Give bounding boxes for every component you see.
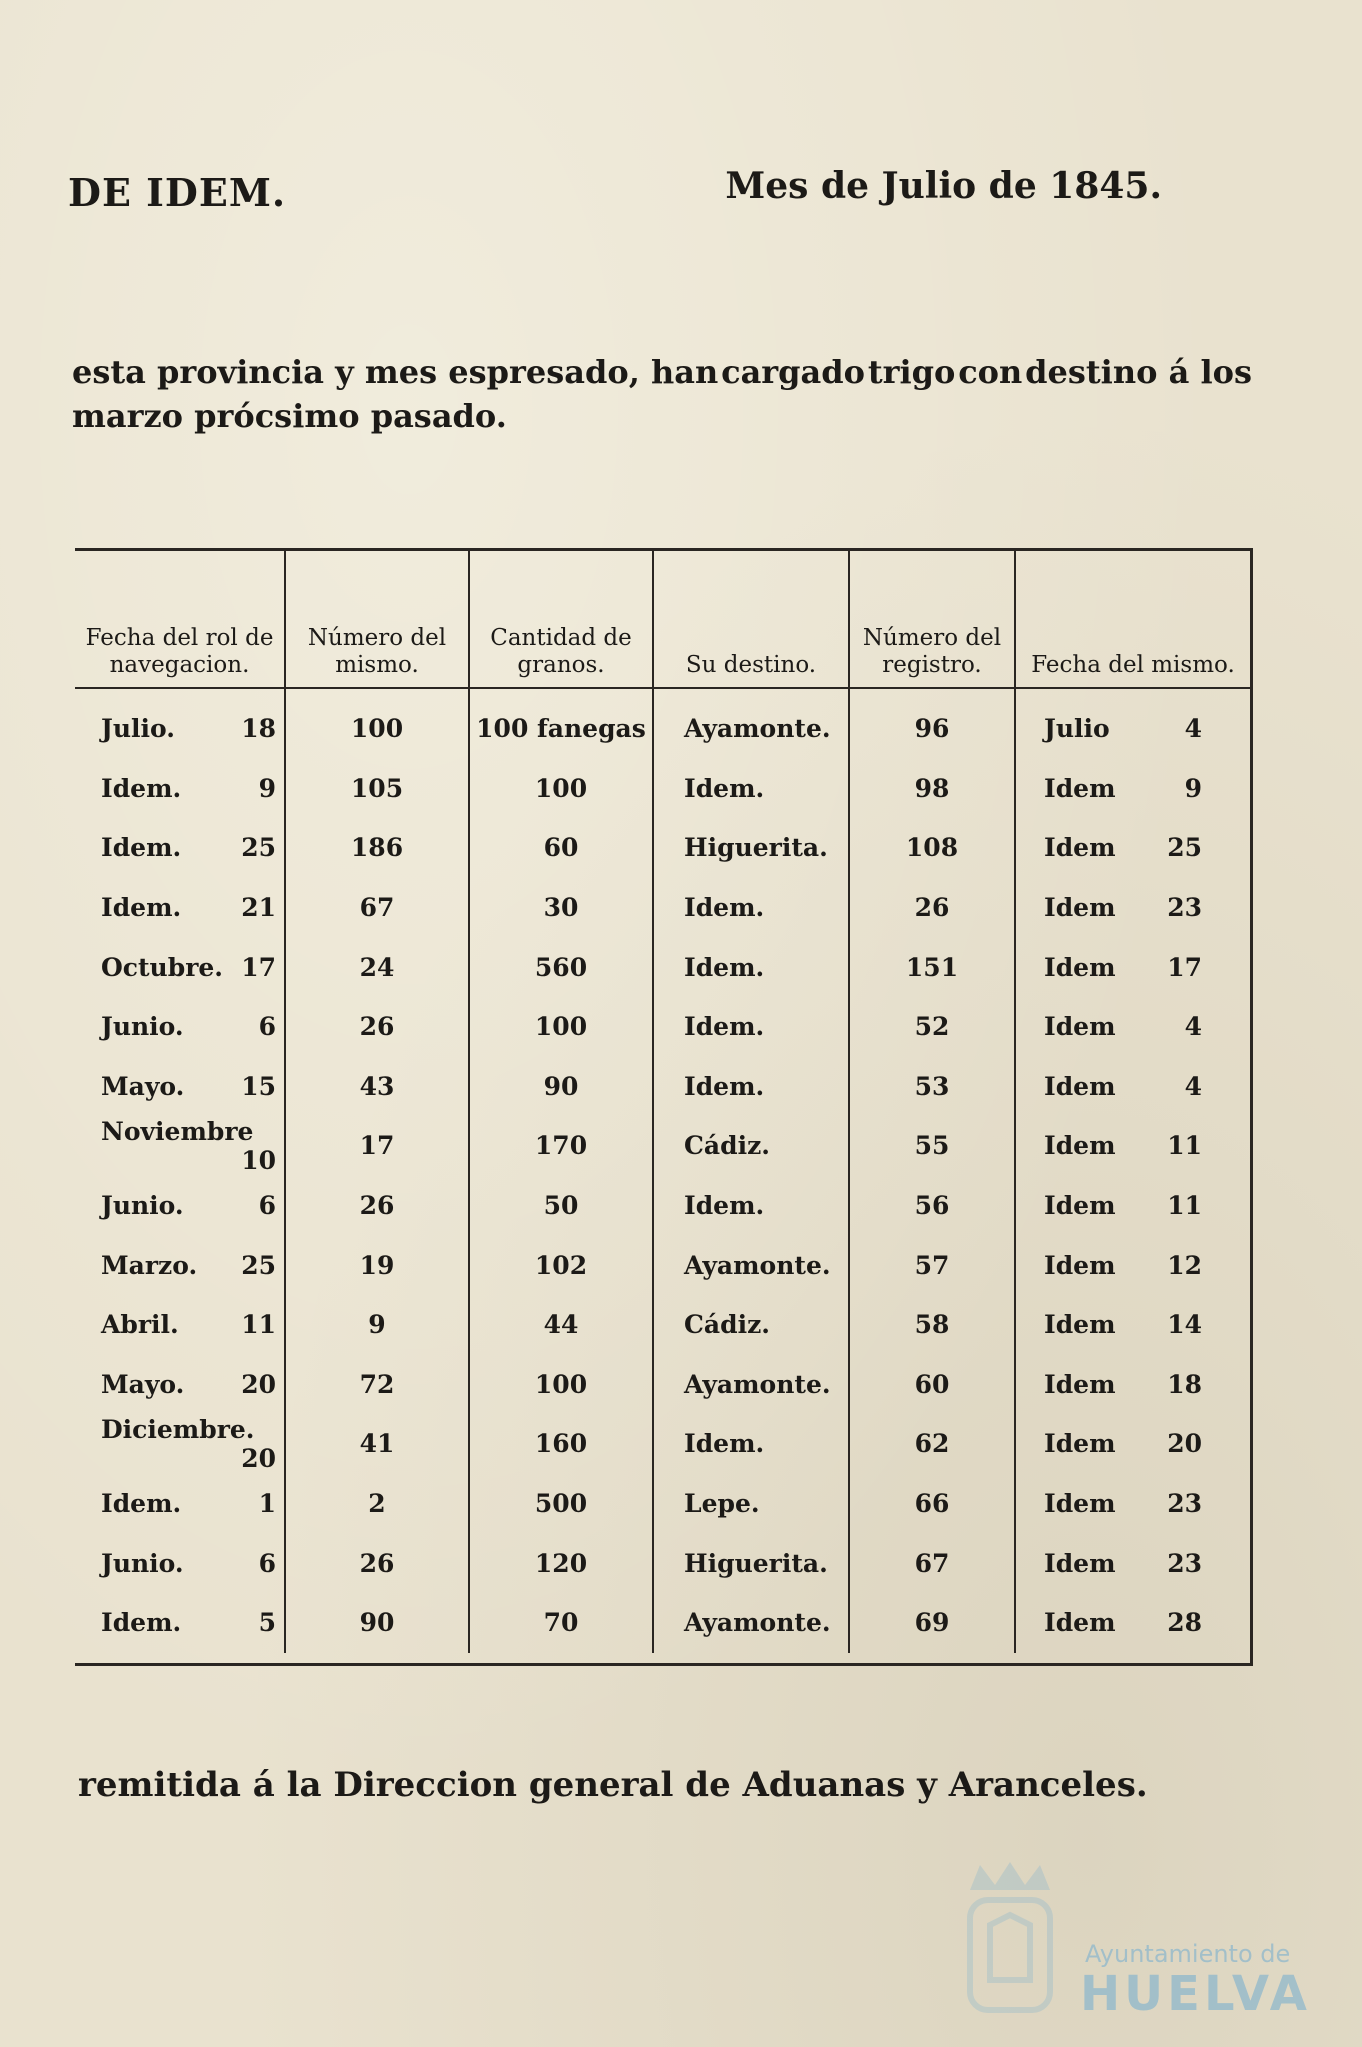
registro-day: 11 xyxy=(1167,1131,1202,1161)
registro-month: Idem xyxy=(1044,1429,1116,1459)
numero-cell: 186 xyxy=(285,818,469,878)
rol-day: 18 xyxy=(241,714,276,744)
registro-month: Idem xyxy=(1044,773,1116,803)
col-header-registro: Número del registro. xyxy=(849,551,1015,688)
numero-cell: 105 xyxy=(285,759,469,819)
rol-day: 21 xyxy=(241,893,276,923)
registro-cell: 52 xyxy=(849,997,1015,1057)
table-row xyxy=(75,1176,1250,1236)
rol-day: 11 xyxy=(241,1310,276,1340)
rol-date-cell xyxy=(75,818,285,878)
registro-day: 23 xyxy=(1167,1548,1202,1578)
registro-day: 11 xyxy=(1167,1191,1202,1221)
cantidad-cell: 100 fanegas xyxy=(469,688,653,759)
intro-word: destino á los xyxy=(1025,353,1252,391)
registro-month: Idem xyxy=(1044,1191,1116,1221)
cantidad-cell: 560 xyxy=(469,937,653,997)
destino-cell: Idem. xyxy=(653,997,849,1057)
registro-date-cell xyxy=(1015,878,1250,938)
rol-month: Julio. xyxy=(101,714,175,744)
registro-date-cell xyxy=(1015,1057,1250,1117)
rol-day: 6 xyxy=(258,1012,276,1042)
numero-cell: 43 xyxy=(285,1057,469,1117)
table-row xyxy=(75,878,1250,938)
rol-date-cell xyxy=(75,1235,285,1295)
shipment-table xyxy=(75,548,1253,1666)
cantidad-cell: 160 xyxy=(469,1414,653,1474)
cantidad-cell: 100 xyxy=(469,1355,653,1415)
registro-day: 17 xyxy=(1167,952,1202,982)
destino-cell: Ayamonte. xyxy=(653,1593,849,1653)
col-header-numero: Número del mismo. xyxy=(285,551,469,688)
footer-text: remitida á la Direccion general de Aduanas y Aranceles. xyxy=(78,1765,1148,1805)
numero-cell: 67 xyxy=(285,878,469,938)
cantidad-cell: 70 xyxy=(469,1593,653,1653)
registro-day: 4 xyxy=(1184,1071,1202,1101)
intro-paragraph xyxy=(72,350,1262,438)
intro-word: con xyxy=(958,353,1023,391)
rol-date-cell xyxy=(75,1355,285,1415)
rol-day: 10 xyxy=(241,1145,276,1175)
table-row xyxy=(75,937,1250,997)
intro-line-2: marzo prócsimo pasado. xyxy=(72,397,507,435)
registro-date-cell xyxy=(1015,1295,1250,1355)
rol-month: Junio. xyxy=(101,1012,184,1042)
destino-cell: Higuerita. xyxy=(653,818,849,878)
rol-month: Mayo. xyxy=(101,1071,185,1101)
registro-month: Idem xyxy=(1044,1131,1116,1161)
numero-cell: 19 xyxy=(285,1235,469,1295)
watermark-line-1: Ayuntamiento de xyxy=(1085,1940,1291,1968)
numero-cell: 2 xyxy=(285,1474,469,1534)
table-row xyxy=(75,759,1250,819)
numero-cell: 90 xyxy=(285,1593,469,1653)
table-row xyxy=(75,688,1250,759)
rol-month: Idem. xyxy=(101,893,182,923)
destino-cell: Ayamonte. xyxy=(653,1355,849,1415)
numero-cell: 17 xyxy=(285,1116,469,1176)
cantidad-cell: 90 xyxy=(469,1057,653,1117)
registro-date-cell xyxy=(1015,1593,1250,1653)
registro-date-cell xyxy=(1015,1116,1250,1176)
rol-date-cell xyxy=(75,1593,285,1653)
table-row xyxy=(75,818,1250,878)
numero-cell: 100 xyxy=(285,688,469,759)
registro-month: Julio xyxy=(1044,714,1110,744)
registro-month: Idem xyxy=(1044,833,1116,863)
table-row xyxy=(75,1474,1250,1534)
numero-cell: 72 xyxy=(285,1355,469,1415)
table-row xyxy=(75,1295,1250,1355)
table-row xyxy=(75,1533,1250,1593)
registro-cell: 96 xyxy=(849,688,1015,759)
destino-cell: Idem. xyxy=(653,1414,849,1474)
registro-day: 14 xyxy=(1167,1310,1202,1340)
registro-month: Idem xyxy=(1044,1012,1116,1042)
intro-word: cargado xyxy=(721,353,865,391)
table-body xyxy=(75,688,1250,1653)
registro-month: Idem xyxy=(1044,1071,1116,1101)
registro-date-cell xyxy=(1015,818,1250,878)
registro-month: Idem xyxy=(1044,1608,1116,1638)
rol-month: Noviembre xyxy=(101,1116,254,1146)
registro-cell: 66 xyxy=(849,1474,1015,1534)
table-row xyxy=(75,1355,1250,1415)
intro-word: esta provincia y mes espresado, han xyxy=(72,353,719,391)
registro-cell: 26 xyxy=(849,878,1015,938)
rol-day: 20 xyxy=(241,1443,276,1473)
registro-date-cell xyxy=(1015,1474,1250,1534)
numero-cell: 24 xyxy=(285,937,469,997)
registro-date-cell xyxy=(1015,1355,1250,1415)
cantidad-cell: 60 xyxy=(469,818,653,878)
registro-month: Idem xyxy=(1044,893,1116,923)
registro-cell: 53 xyxy=(849,1057,1015,1117)
rol-date-cell xyxy=(75,1474,285,1534)
cantidad-cell: 120 xyxy=(469,1533,653,1593)
rol-month: Octubre. xyxy=(101,952,223,982)
registro-cell: 58 xyxy=(849,1295,1015,1355)
header-left: DE IDEM. xyxy=(68,170,287,215)
rol-date-cell xyxy=(75,937,285,997)
destino-cell: Idem. xyxy=(653,1057,849,1117)
rol-month: Marzo. xyxy=(101,1250,198,1280)
numero-cell: 9 xyxy=(285,1295,469,1355)
registro-month: Idem xyxy=(1044,952,1116,982)
registro-month: Idem xyxy=(1044,1489,1116,1519)
rol-date-cell xyxy=(75,1295,285,1355)
registro-day: 18 xyxy=(1167,1369,1202,1399)
registro-day: 12 xyxy=(1167,1250,1202,1280)
destino-cell: Cádiz. xyxy=(653,1295,849,1355)
cantidad-cell: 44 xyxy=(469,1295,653,1355)
registro-date-cell xyxy=(1015,1176,1250,1236)
col-header-cantidad: Cantidad de granos. xyxy=(469,551,653,688)
rol-date-cell xyxy=(75,1057,285,1117)
header-right: Mes de Julio de 1845. xyxy=(725,165,1162,207)
registro-day: 9 xyxy=(1184,773,1202,803)
registro-cell: 69 xyxy=(849,1593,1015,1653)
registro-cell: 56 xyxy=(849,1176,1015,1236)
rol-month: Junio. xyxy=(101,1191,184,1221)
destino-cell: Cádiz. xyxy=(653,1116,849,1176)
rol-day: 6 xyxy=(258,1548,276,1578)
registro-day: 4 xyxy=(1184,714,1202,744)
numero-cell: 26 xyxy=(285,1533,469,1593)
watermark-line-2: HUELVA xyxy=(1080,1966,1311,2022)
intro-word: trigo xyxy=(867,353,956,391)
rol-month: Idem. xyxy=(101,773,182,803)
cantidad-cell: 170 xyxy=(469,1116,653,1176)
rol-day: 25 xyxy=(241,1250,276,1280)
rol-date-cell xyxy=(75,1116,285,1176)
rol-day: 20 xyxy=(241,1369,276,1399)
rol-month: Junio. xyxy=(101,1548,184,1578)
rol-date-cell xyxy=(75,1414,285,1474)
rol-month: Idem. xyxy=(101,1489,182,1519)
table-row xyxy=(75,997,1250,1057)
registro-date-cell xyxy=(1015,997,1250,1057)
registro-day: 25 xyxy=(1167,833,1202,863)
registro-date-cell xyxy=(1015,1533,1250,1593)
numero-cell: 41 xyxy=(285,1414,469,1474)
registro-month: Idem xyxy=(1044,1250,1116,1280)
destino-cell: Idem. xyxy=(653,937,849,997)
registro-date-cell xyxy=(1015,1414,1250,1474)
registro-month: Idem xyxy=(1044,1369,1116,1399)
table-row xyxy=(75,1235,1250,1295)
table-row xyxy=(75,1057,1250,1117)
rol-month: Diciembre. xyxy=(101,1414,255,1444)
destino-cell: Ayamonte. xyxy=(653,688,849,759)
registro-date-cell xyxy=(1015,1235,1250,1295)
rol-day: 6 xyxy=(258,1191,276,1221)
registro-date-cell xyxy=(1015,688,1250,759)
destino-cell: Higuerita. xyxy=(653,1533,849,1593)
table-header-row xyxy=(75,551,1250,688)
rol-day: 25 xyxy=(241,833,276,863)
rol-date-cell xyxy=(75,997,285,1057)
registro-cell: 60 xyxy=(849,1355,1015,1415)
destino-cell: Ayamonte. xyxy=(653,1235,849,1295)
cantidad-cell: 30 xyxy=(469,878,653,938)
registro-day: 23 xyxy=(1167,1489,1202,1519)
rol-month: Abril. xyxy=(101,1310,179,1340)
registro-date-cell xyxy=(1015,759,1250,819)
rol-day: 5 xyxy=(258,1608,276,1638)
col-header-destino: Su destino. xyxy=(653,551,849,688)
rol-day: 1 xyxy=(258,1489,276,1519)
registro-cell: 98 xyxy=(849,759,1015,819)
registro-month: Idem xyxy=(1044,1310,1116,1340)
table-row xyxy=(75,1116,1250,1176)
rol-day: 17 xyxy=(241,952,276,982)
rol-date-cell xyxy=(75,1533,285,1593)
rol-month: Mayo. xyxy=(101,1369,185,1399)
rol-date-cell xyxy=(75,878,285,938)
registro-cell: 55 xyxy=(849,1116,1015,1176)
rol-day: 9 xyxy=(258,773,276,803)
rol-day: 15 xyxy=(241,1071,276,1101)
numero-cell: 26 xyxy=(285,997,469,1057)
table-row xyxy=(75,1593,1250,1653)
registro-day: 28 xyxy=(1167,1608,1202,1638)
shipment-table-grid xyxy=(75,551,1250,1653)
rol-date-cell xyxy=(75,688,285,759)
cantidad-cell: 500 xyxy=(469,1474,653,1534)
rol-month: Idem. xyxy=(101,1608,182,1638)
destino-cell: Idem. xyxy=(653,1176,849,1236)
registro-cell: 108 xyxy=(849,818,1015,878)
destino-cell: Idem. xyxy=(653,878,849,938)
cantidad-cell: 100 xyxy=(469,997,653,1057)
intro-line-1 xyxy=(72,350,1252,394)
rol-month: Idem. xyxy=(101,833,182,863)
col-header-fecha-mismo: Fecha del mismo. xyxy=(1015,551,1250,688)
table-row xyxy=(75,1414,1250,1474)
cantidad-cell: 50 xyxy=(469,1176,653,1236)
registro-day: 20 xyxy=(1167,1429,1202,1459)
registro-cell: 62 xyxy=(849,1414,1015,1474)
registro-month: Idem xyxy=(1044,1548,1116,1578)
registro-cell: 151 xyxy=(849,937,1015,997)
cantidad-cell: 100 xyxy=(469,759,653,819)
rol-date-cell xyxy=(75,759,285,819)
registro-date-cell xyxy=(1015,937,1250,997)
registro-cell: 57 xyxy=(849,1235,1015,1295)
registro-day: 23 xyxy=(1167,893,1202,923)
cantidad-cell: 102 xyxy=(469,1235,653,1295)
destino-cell: Idem. xyxy=(653,759,849,819)
destino-cell: Lepe. xyxy=(653,1474,849,1534)
col-header-fecha-rol: Fecha del rol de navegacion. xyxy=(75,551,285,688)
numero-cell: 26 xyxy=(285,1176,469,1236)
registro-cell: 67 xyxy=(849,1533,1015,1593)
rol-date-cell xyxy=(75,1176,285,1236)
registro-day: 4 xyxy=(1184,1012,1202,1042)
